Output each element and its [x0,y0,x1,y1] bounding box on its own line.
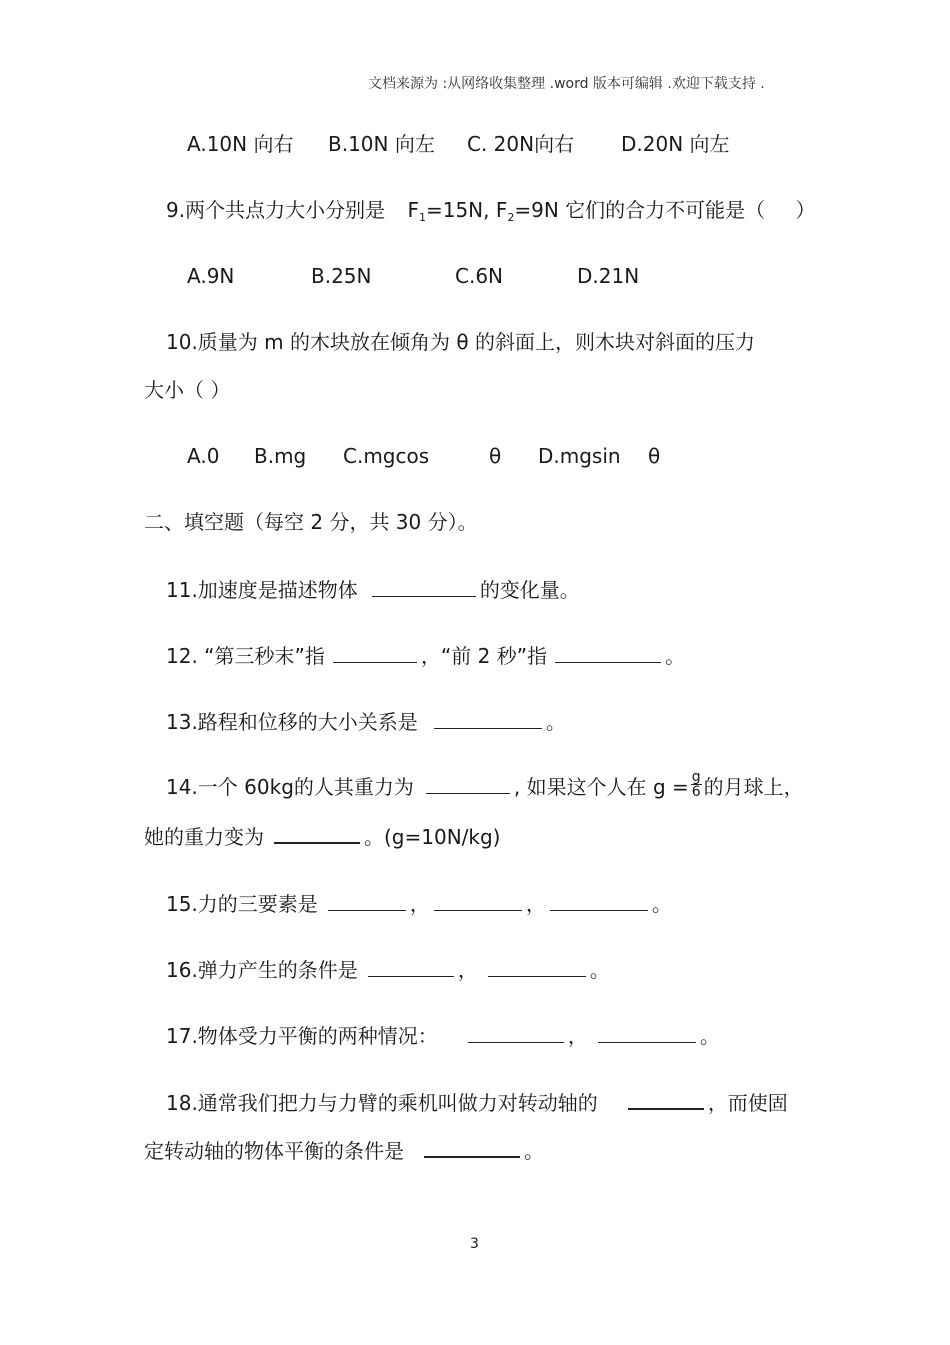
q9-f2-value: =9N 它们的合力不可能是（ [514,198,766,222]
answer-blank[interactable] [424,1138,520,1158]
q13-text: 13.路程和位移的大小关系是 [166,710,418,734]
q11-text-end: 的变化量。 [479,578,580,602]
page-header: 文档来源为 :从网络收集整理 .word 版本可编辑 .欢迎下载支持 . [368,76,765,92]
q12-text-end: 。 [665,644,686,668]
q14-text-line2-end: 。(g=10N/kg) [364,825,501,849]
answer-blank[interactable] [550,892,648,911]
q14-text-mid: , 如果这个人在 g = [513,775,689,799]
fraction [691,770,702,799]
separator: ， [567,1024,588,1048]
q14-text-line2: 她的重力变为 [144,825,264,849]
answer-blank[interactable] [426,775,510,794]
option-c-theta: θ [489,444,502,468]
question-11 [166,578,580,602]
q17-text: 17.物体受力平衡的两种情况： [166,1024,438,1048]
q14-text: 14.一个 60kg的人其重力为 [166,775,414,799]
question-18-line2 [144,1138,544,1163]
q18-text-mid: ，而使固 [707,1091,788,1115]
answer-blank[interactable] [488,958,586,977]
option-c: C.6N [455,264,504,288]
option-a: A.10N 向右 [187,132,294,156]
fraction-numerator: g [691,769,701,785]
answer-blank[interactable] [434,710,542,729]
q9-suffix: ） [795,198,816,222]
question-16 [166,958,610,982]
q15-text: 15.力的三要素是 [166,892,318,916]
q9-f1-symbol: F [407,198,419,222]
question-14-line1 [166,769,804,803]
page-number: 3 [470,1236,479,1252]
question-18-line1 [166,1090,788,1115]
answer-blank[interactable] [555,644,661,663]
question-14-line2 [144,824,500,849]
q9-f2-subscript: 2 [507,211,515,224]
q12-text-mid: ，“前 2 秒”指 [420,644,548,668]
option-d: D.20N 向左 [621,132,730,156]
separator: ， [525,892,546,916]
q9-f1-value: =15N, F [425,198,508,222]
question-12 [166,644,685,668]
question-17 [166,1024,720,1048]
question-10-line2: 大小（ ） [144,378,231,402]
question-13 [166,710,566,734]
q15-text-end: 。 [651,892,672,916]
q18-text-line2: 定转动轴的物体平衡的条件是 [144,1139,404,1163]
q9-prefix: 9.两个共点力大小分别是 [166,198,386,222]
answer-blank[interactable] [328,892,406,911]
option-b: B.25N [311,264,372,288]
q17-text-end: 。 [699,1024,720,1048]
question-10-line1: 10.质量为 m 的木块放在倾角为 θ 的斜面上，则木块对斜面的压力 [166,330,755,354]
question-9 [166,198,816,226]
answer-blank[interactable] [372,578,476,597]
option-c: C.mgcos [343,444,430,468]
option-d-theta: θ [648,444,661,468]
answer-blank[interactable] [598,1024,696,1043]
q18-text: 18.通常我们把力与力臂的乘机叫做力对转动轴的 [166,1091,598,1115]
q11-text: 11.加速度是描述物体 [166,578,358,602]
answer-blank[interactable] [368,958,454,977]
q16-text: 16.弹力产生的条件是 [166,958,358,982]
separator: ， [457,958,478,982]
q12-text: 12. “第三秒末”指 [166,644,325,668]
option-a: A.0 [187,444,220,468]
option-b: B.mg [254,444,307,468]
q13-text-end: 。 [545,710,566,734]
option-c: C. 20N向右 [467,132,575,156]
option-a: A.9N [187,264,235,288]
answer-blank[interactable] [274,824,360,844]
option-d: D.21N [577,264,640,288]
section-2-heading: 二、填空题（每空 2 分，共 30 分）。 [144,510,478,534]
answer-blank[interactable] [333,644,417,663]
option-d: D.mgsin [538,444,621,468]
answer-blank[interactable] [468,1024,564,1043]
fraction-denominator: 6 [691,784,701,800]
q14-text-end: 的月球上， [703,775,804,799]
answer-blank[interactable] [434,892,522,911]
answer-blank[interactable] [628,1090,704,1110]
option-b: B.10N 向左 [328,132,435,156]
separator: ， [409,892,430,916]
q18-text-end: 。 [524,1139,544,1163]
q9-f1-subscript: 1 [418,211,426,224]
question-15 [166,892,672,916]
q16-text-end: 。 [589,958,610,982]
